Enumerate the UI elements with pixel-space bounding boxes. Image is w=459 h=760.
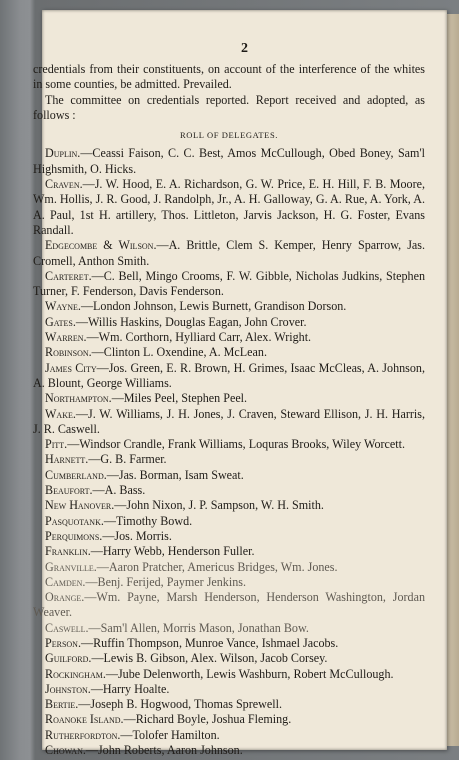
delegate-entry [33, 544, 425, 559]
delegate-names: —Timothy Bowd. [103, 513, 193, 528]
county-name: Cumberland. [45, 467, 107, 482]
county-name: Carteret. [45, 268, 92, 283]
county-name: Person. [45, 635, 81, 650]
delegate-names: —Tolofer Hamilton. [120, 727, 220, 742]
delegate-entry [33, 330, 425, 345]
county-name: Pitt. [45, 437, 68, 452]
delegate-names: —A. Bass. [92, 483, 146, 498]
county-name: James City [45, 360, 97, 375]
county-name: Roanoke Island. [45, 712, 124, 727]
delegate-entry [33, 361, 425, 392]
delegate-entry [33, 146, 425, 177]
county-name: Johnston. [45, 681, 91, 696]
delegate-entry [33, 529, 425, 544]
delegate-names: —Jos. Morris. [102, 528, 172, 543]
delegate-entry [33, 560, 425, 575]
delegate-entry [33, 345, 425, 360]
roll-title: ROLL OF DELEGATES. [179, 130, 279, 141]
intro-paragraph: The committee on credentials reported. Report received and adopted, as follows : [33, 92, 425, 122]
delegate-entry [33, 437, 425, 452]
county-name: Chowan. [45, 743, 86, 758]
delegate-names: —Lewis B. Gibson, Alex. Wilson, Jacob Corsey. [91, 651, 328, 666]
delegate-entry [33, 697, 425, 712]
delegate-names: —Jube Delenworth, Lewis Washburn, Robert McCullough. [105, 666, 394, 681]
delegate-names: —London Johnson, Lewis Burnett, Grandison Dorson. [80, 299, 347, 314]
county-name: Craven. [45, 177, 83, 192]
county-name: Camden. [45, 574, 86, 589]
delegate-entry [33, 407, 425, 438]
delegate-entry [33, 483, 425, 498]
delegate-entry [33, 651, 425, 666]
county-name: Rockingham. [45, 666, 106, 681]
county-name: Robinson. [45, 345, 92, 360]
delegate-entry [33, 315, 425, 330]
delegate-names: —C. Bell, Mingo Crooms, F. W. Gibble, Nicholas Judkins, Stephen Turner, F. Fenderson, Davis Fenderson. [33, 268, 425, 299]
county-name: Granville. [45, 559, 97, 574]
delegate-entry [33, 575, 425, 590]
delegate-entry [33, 667, 425, 682]
delegate-names: —Jos. Green, E. R. Brown, H. Grimes, Isaac McCleas, A. Johnson, A. Blount, George Williams. [33, 360, 425, 390]
delegate-entry [33, 728, 425, 743]
delegate-names: —Miles Peel, Stephen Peel. [111, 391, 248, 406]
document-body [33, 62, 425, 758]
delegate-roll [33, 146, 425, 758]
delegate-entry [33, 299, 425, 314]
delegate-names: —J. W. Hood, E. A. Richardson, G. W. Price, E. H. Hill, F. B. Moore, Wm. Hollis, J. R. Good, J. Randolph, Jr., A. H. Galloway, G. A. Rue, A. York, A. A. Paul, 1st H. artillery, Thos. Littleton, Jarvis Jackson, H. G. Foster, Evans Randall. [33, 177, 425, 237]
delegate-entry [33, 590, 425, 621]
delegate-names: —Joseph B. Hogwood, Thomas Sprewell. [78, 697, 282, 712]
delegate-entry [33, 636, 425, 651]
delegate-entry [33, 498, 425, 513]
delegate-names: —G. B. Farmer. [88, 452, 167, 467]
delegate-names: —Benj. Ferijed, Paymer Jenkins. [85, 574, 246, 589]
delegate-entry [33, 514, 425, 529]
delegate-entry [33, 682, 425, 697]
county-name: Guilford. [45, 651, 92, 666]
intro-paragraph: credentials from their constituents, on account of the interference of the whites in some counties, be admitted. Prevailed. [33, 62, 425, 92]
county-name: Bertie. [45, 697, 79, 712]
delegate-names: —Harry Hoalte. [90, 681, 170, 696]
delegate-names: —J. W. Williams, J. H. Jones, J. Craven, Steward Ellison, J. H. Harris, J. R. Caswell. [33, 406, 425, 436]
county-name: Caswell. [45, 620, 89, 635]
delegate-entry [33, 743, 425, 758]
delegate-names: —Jas. Borman, Isam Sweat. [106, 467, 244, 482]
county-name: Harnett. [45, 452, 89, 467]
county-name: Duplin. [45, 146, 81, 161]
delegate-names: —Richard Boyle, Joshua Fleming. [123, 712, 292, 727]
delegate-names: —Wm. Payne, Marsh Henderson, Henderson Washington, Jordan Weaver. [33, 590, 425, 620]
delegate-names: —Harry Webb, Henderson Fuller. [90, 544, 255, 559]
delegate-names: —Sam'l Allen, Morris Mason, Jonathan Bow. [88, 620, 309, 635]
delegate-entry [33, 269, 425, 300]
delegate-entry [33, 391, 425, 406]
delegate-entry [33, 177, 425, 238]
county-name: Rutherfordton. [45, 727, 121, 742]
county-name: Orange. [45, 590, 85, 605]
delegate-names: —Ruffin Thompson, Munroe Vance, Ishmael Jacobs. [80, 635, 339, 650]
county-name: Perquimons. [45, 528, 103, 543]
delegate-names: —John Roberts, Aaron Johnson. [85, 743, 243, 758]
county-name: Northampton. [45, 391, 112, 406]
county-name: Wayne. [45, 299, 81, 314]
delegate-names: —Wm. Corthorn, Hylliard Carr, Alex. Wright. [86, 330, 312, 345]
delegate-entry [33, 621, 425, 636]
delegate-names: —Aaron Pratcher, Americus Bridges, Wm. Jones. [96, 559, 338, 574]
delegate-names: —A. Brittle, Clem S. Kemper, Henry Sparrow, Jas. Cromell, Anthon Smith. [33, 238, 425, 268]
delegate-names: —Clinton L. Oxendine, A. McLean. [91, 345, 267, 360]
county-name: Beaufort. [45, 483, 93, 498]
county-name: Edgecombe & Wilson. [45, 238, 157, 253]
county-name: New Hanover. [45, 498, 115, 513]
page-number: 2 [241, 41, 248, 56]
delegate-entry [33, 468, 425, 483]
county-name: Wake. [45, 406, 76, 421]
delegate-entry [33, 238, 425, 269]
county-name: Warren. [45, 330, 87, 345]
delegate-entry [33, 452, 425, 467]
delegate-names: —John Nixon, J. P. Sampson, W. H. Smith. [114, 498, 324, 513]
delegate-names: —Windsor Crandle, Frank Williams, Loquras Brooks, Wiley Worcett. [67, 437, 406, 452]
delegate-entry [33, 712, 425, 727]
county-name: Gates. [45, 314, 76, 329]
delegate-names: —Willis Haskins, Douglas Eagan, John Crover. [75, 314, 307, 329]
county-name: Pasquotank. [45, 513, 104, 528]
delegate-names: —Ceassi Faison, C. C. Best, Amos McCullough, Obed Boney, Sam'l Highsmith, O. Hicks. [33, 146, 425, 176]
county-name: Franklin. [45, 544, 91, 559]
